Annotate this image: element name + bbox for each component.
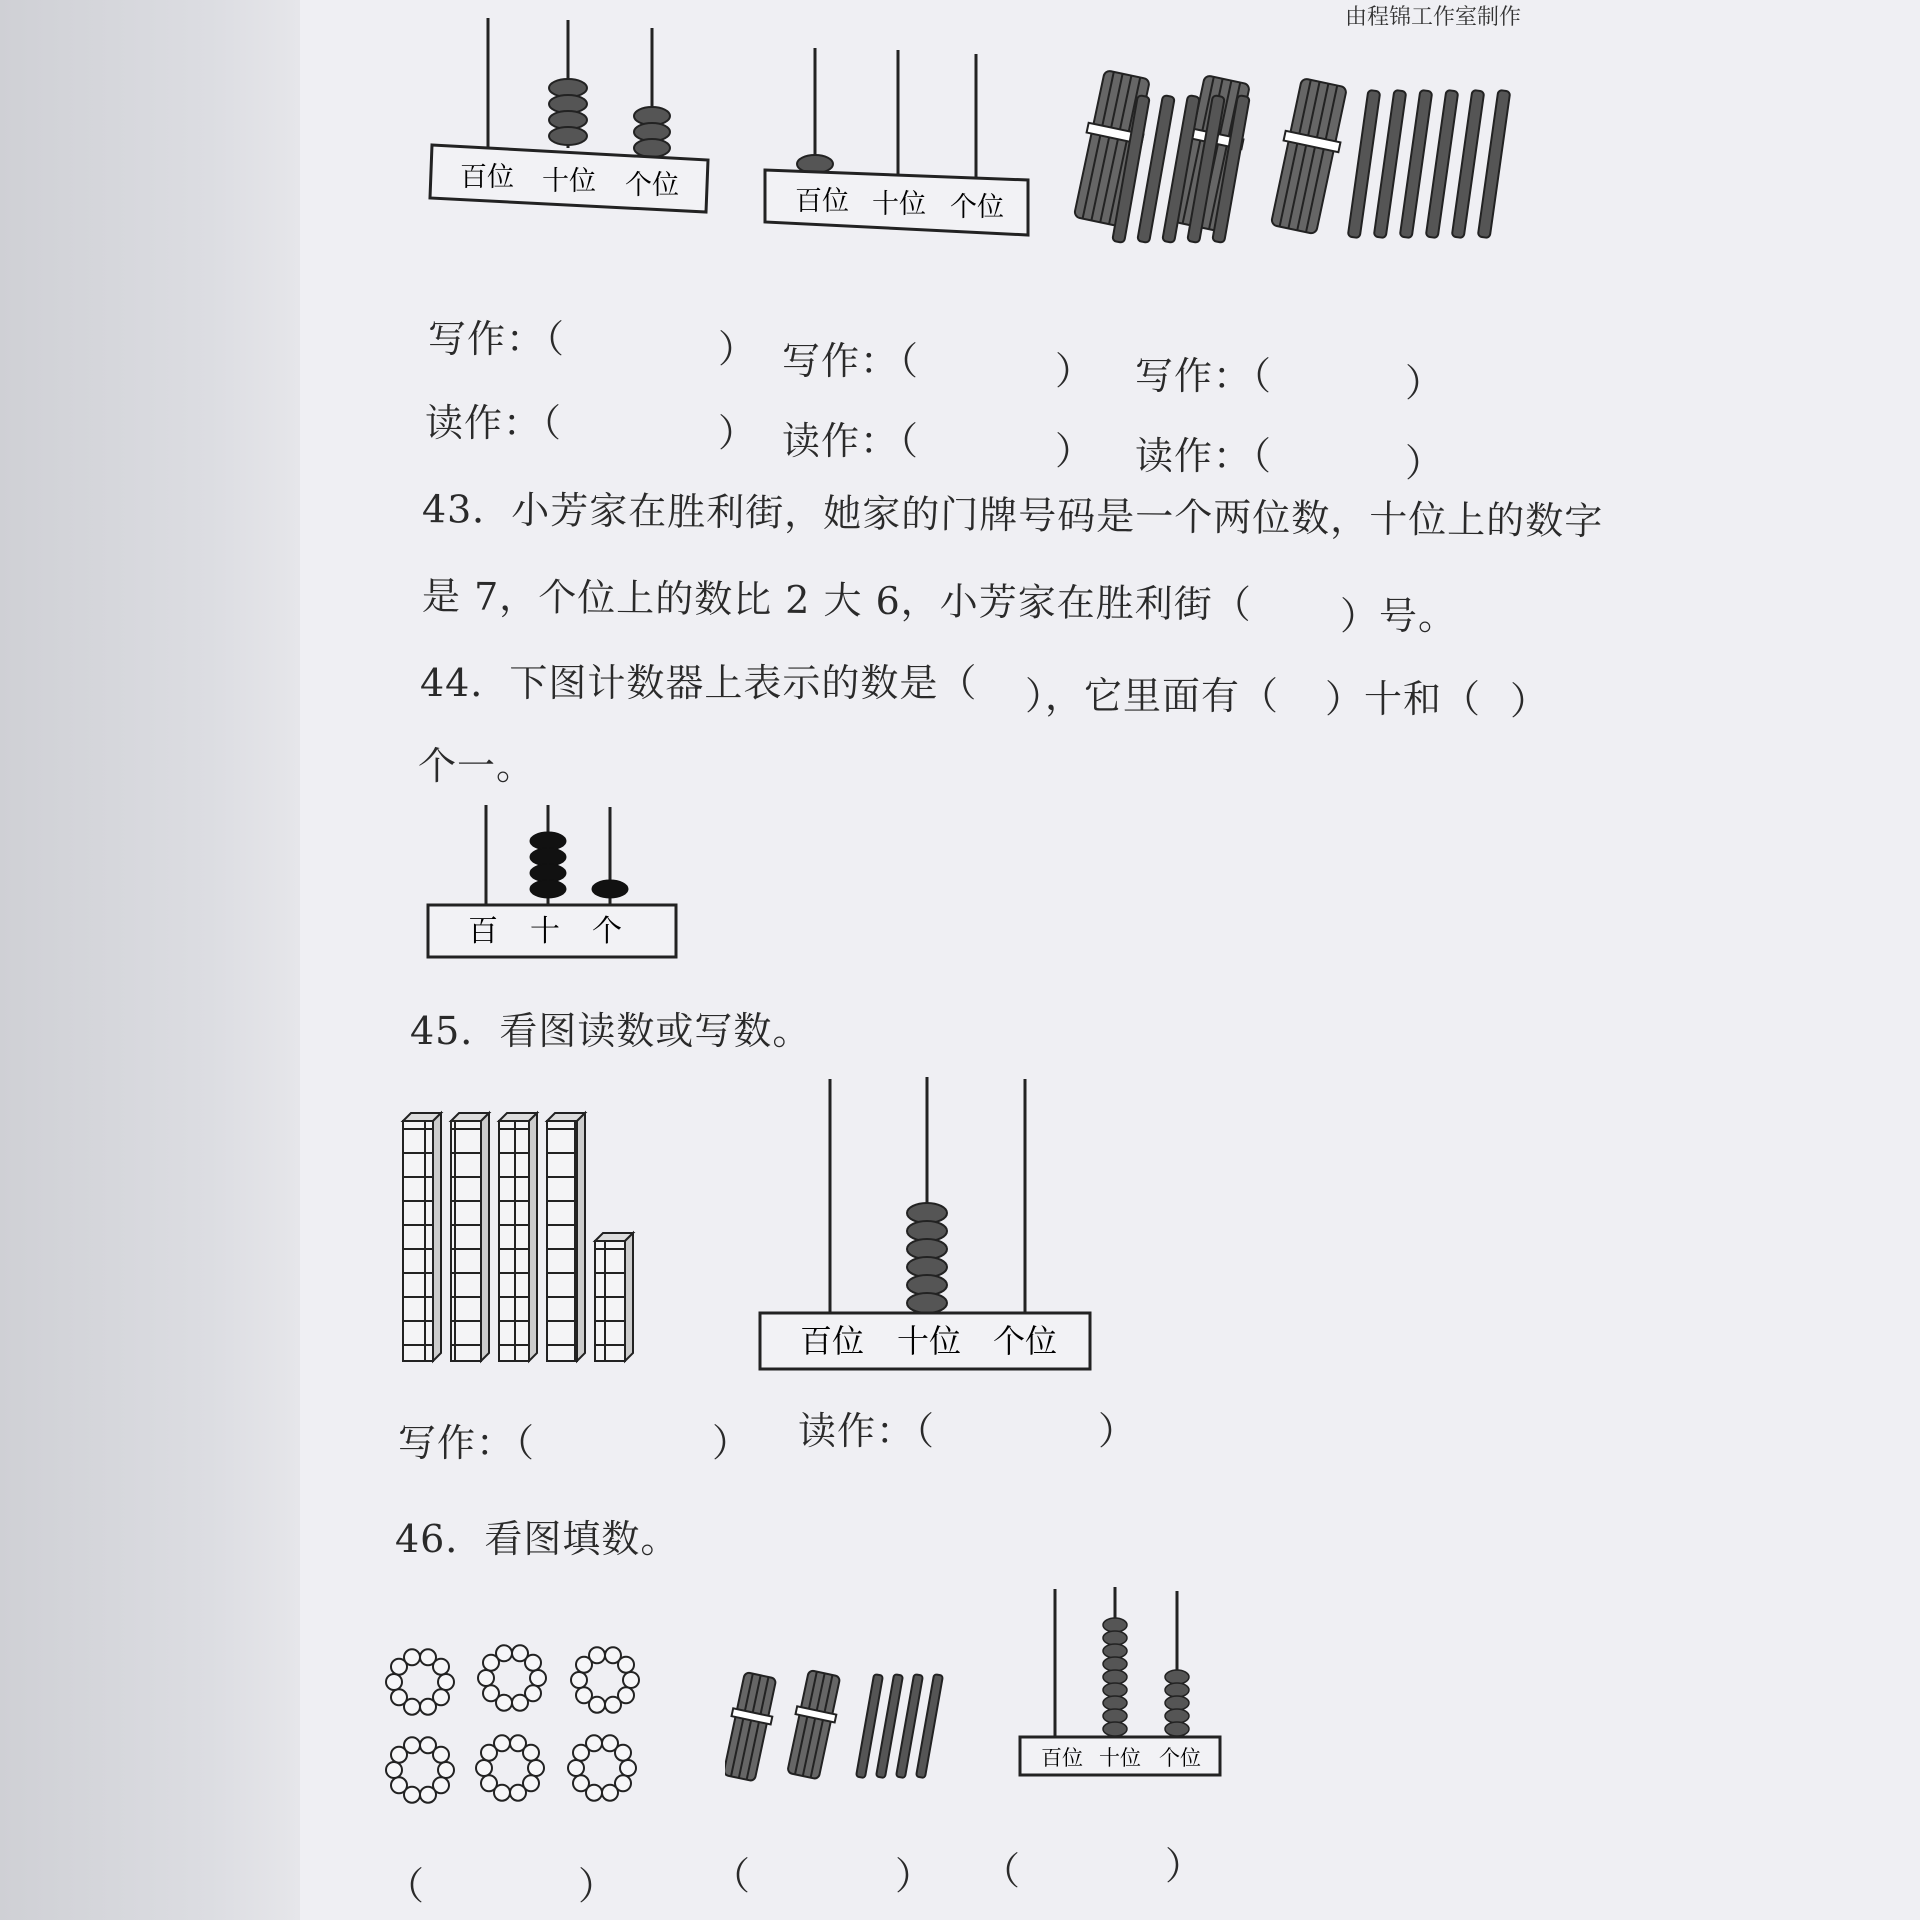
bead <box>391 1689 407 1705</box>
q46-abacus-label-ones: 个位 <box>1159 1746 1201 1770</box>
bead <box>438 1674 454 1690</box>
top-write-close-3: ） <box>1405 361 1444 405</box>
abacus-bead <box>1103 1618 1127 1632</box>
abacus-bead <box>1103 1683 1127 1697</box>
abacus-top-2-label-tens: 十位 <box>872 189 926 220</box>
q44-abacus-label-ones: 个 <box>592 914 622 949</box>
q46-abacus-label-hundreds: 百位 <box>1041 1746 1083 1770</box>
bead <box>576 1687 592 1703</box>
q46-stick-bundles <box>725 1660 965 1790</box>
q44-abacus <box>420 795 690 965</box>
q46-answer-3-open: （ <box>982 1849 1021 1893</box>
q46-abacus <box>1015 1585 1225 1780</box>
q46-answer-1-close: ） <box>578 1864 617 1908</box>
abacus-bead <box>1103 1709 1127 1723</box>
abacus-top-1 <box>430 18 708 212</box>
abacus-bead <box>1103 1670 1127 1684</box>
bead <box>525 1655 541 1671</box>
bead <box>523 1745 539 1761</box>
single-sticks-top <box>1340 80 1540 250</box>
bead <box>496 1645 512 1661</box>
bead <box>420 1699 436 1715</box>
q43-line2b: ）号。 <box>1340 594 1458 638</box>
bead <box>404 1737 420 1753</box>
bead <box>618 1657 634 1673</box>
bead <box>586 1735 602 1751</box>
bead <box>483 1685 499 1701</box>
bead <box>510 1785 526 1801</box>
q45-write-close: ） <box>712 1421 751 1465</box>
abacus-top-1-label-hundreds: 百位 <box>460 162 514 193</box>
q44-abacus-label-hundreds: 百 <box>468 914 498 949</box>
q45-abacus-label-tens: 十位 <box>897 1322 962 1360</box>
bead <box>528 1760 544 1776</box>
bead <box>386 1674 402 1690</box>
q46-answer-1-open: （ <box>386 1864 425 1908</box>
q46-title: 46．看图填数。 <box>395 1517 680 1561</box>
bead <box>589 1647 605 1663</box>
page-gutter <box>0 0 300 1920</box>
top-read-close-2: ） <box>1055 429 1094 473</box>
bead <box>615 1745 631 1761</box>
q45-write-label: 写作：（ <box>398 1421 536 1465</box>
bead <box>476 1760 492 1776</box>
top-read-label-1: 读作：（ <box>425 401 563 445</box>
bead <box>433 1747 449 1763</box>
q45-abacus-label-ones: 个位 <box>993 1322 1058 1360</box>
q45-read-label: 读作：（ <box>798 1409 936 1453</box>
bead <box>420 1787 436 1803</box>
q44-line1b: ），它里面有（ <box>1025 674 1280 718</box>
bead <box>391 1777 407 1793</box>
bead <box>404 1649 420 1665</box>
q45-title: 45．看图读数或写数。 <box>410 1009 812 1053</box>
bead <box>605 1697 621 1713</box>
top-write-label-1: 写作：（ <box>428 317 566 361</box>
bead <box>602 1785 618 1801</box>
q46-answer-2-open: （ <box>712 1854 751 1898</box>
q46-abacus-label-tens: 十位 <box>1099 1746 1141 1770</box>
bead <box>571 1672 587 1688</box>
page-header: 由程锦工作室制作 <box>1345 5 1522 30</box>
bead <box>433 1659 449 1675</box>
bead <box>438 1762 454 1778</box>
bead <box>481 1775 497 1791</box>
q46-answer-3-close: ） <box>1165 1844 1204 1888</box>
q45-cube-columns <box>395 1105 645 1385</box>
abacus-top-2 <box>765 48 1028 235</box>
q46-bead-rings <box>380 1630 670 1830</box>
q44-abacus-label-tens: 十 <box>530 914 560 949</box>
bead <box>478 1670 494 1686</box>
abacus-bead <box>1165 1696 1189 1710</box>
bead <box>620 1760 636 1776</box>
q45-abacus-label-hundreds: 百位 <box>800 1322 865 1360</box>
top-read-close-1: ） <box>718 411 757 455</box>
bead <box>494 1735 510 1751</box>
q44-line1c: ）十和（ <box>1325 677 1482 721</box>
abacus-bead <box>1165 1709 1189 1723</box>
bead <box>623 1672 639 1688</box>
bead <box>386 1762 402 1778</box>
q44-line2: 个一。 <box>418 744 536 788</box>
q44-line1d: ） <box>1510 679 1550 723</box>
q46-answer-2-close: ） <box>895 1854 934 1898</box>
bead <box>530 1670 546 1686</box>
top-write-label-3: 写作：（ <box>1135 354 1273 398</box>
abacus-bead <box>1103 1631 1127 1645</box>
top-read-label-3: 读作：（ <box>1135 434 1273 478</box>
bead <box>512 1695 528 1711</box>
abacus-top-2-label-ones: 个位 <box>950 192 1004 223</box>
top-write-close-2: ） <box>1055 349 1094 393</box>
bead <box>568 1760 584 1776</box>
abacus-bead <box>1165 1683 1189 1697</box>
abacus-top-2-label-hundreds: 百位 <box>795 186 849 217</box>
q45-read-close: ） <box>1098 1409 1137 1453</box>
top-read-close-3: ） <box>1405 441 1444 485</box>
q44-line1a: 44．下图计数器上表示的数是（ <box>420 661 978 705</box>
q43-line1: 43．小芳家在胜利街，她家的门牌号码是一个两位数，十位上的数字 <box>421 487 1604 544</box>
abacus-top-1-label-tens: 十位 <box>542 166 596 197</box>
abacus-top-1-label-ones: 个位 <box>625 170 679 201</box>
stick-bundles-top <box>1069 69 1352 243</box>
q45-abacus <box>755 1075 1105 1375</box>
abacus-bead <box>1103 1644 1127 1658</box>
top-write-close-1: ） <box>718 327 757 371</box>
abacus-bead <box>1165 1722 1189 1736</box>
bead <box>573 1775 589 1791</box>
abacus-bead <box>1165 1670 1189 1684</box>
top-read-label-2: 读作：（ <box>782 419 920 463</box>
abacus-bead <box>1103 1722 1127 1736</box>
top-write-label-2: 写作：（ <box>782 339 920 383</box>
abacus-bead <box>1103 1657 1127 1671</box>
abacus-bead <box>1103 1696 1127 1710</box>
q43-line2a: 是 7，个位上的数比 2 大 6，小芳家在胜利街（ <box>421 574 1253 627</box>
